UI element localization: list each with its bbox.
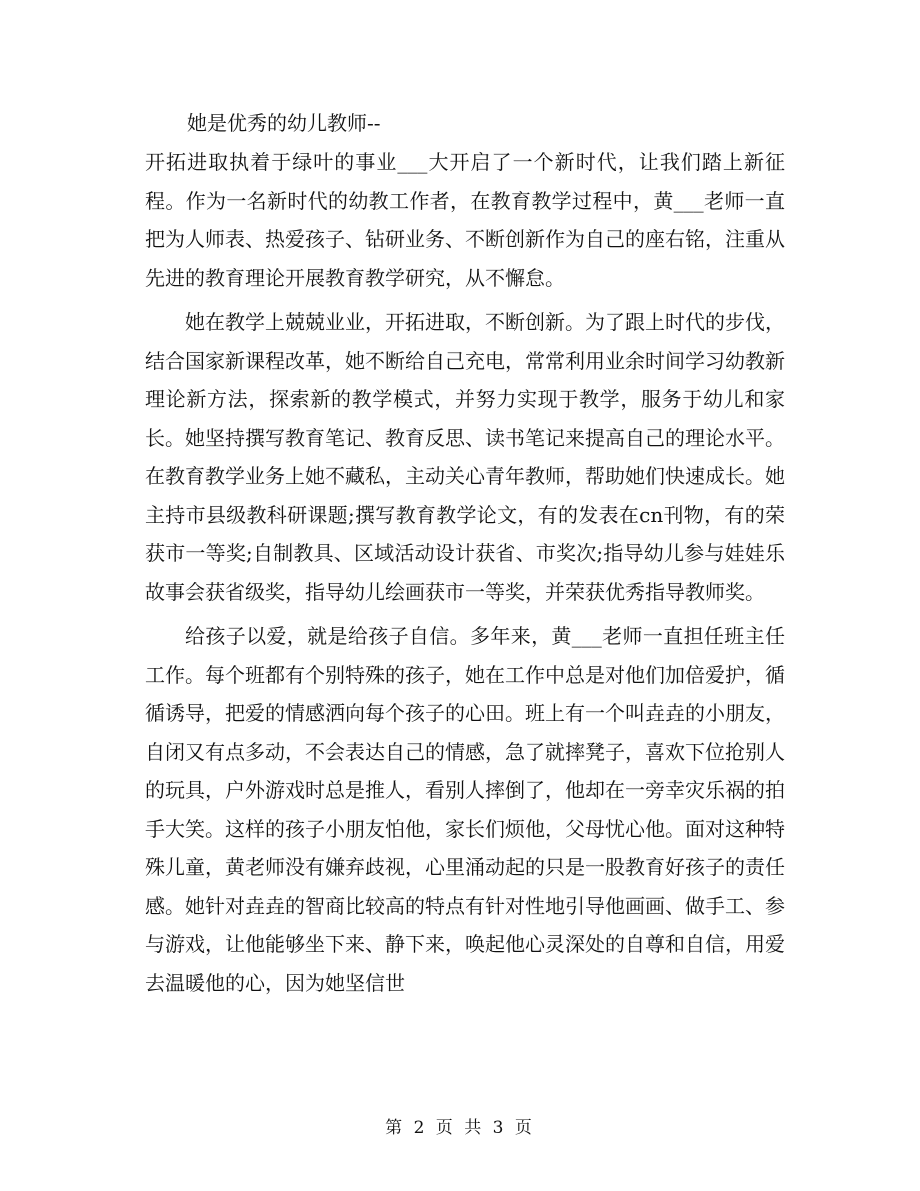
paragraph-3: 给孩子以爱，就是给孩子自信。多年来，黄___老师一直担任班主任工作。每个班都有个别特殊的孩子，她在工作中总是对他们加倍爱护，循循诱导，把爱的情感洒向每个孩子的心田。班上有一个叫垚垚的小朋友，自闭又有点多动，不会表达自己的情感，急了就摔凳子，喜欢下位抢别人的玩具，户外游戏时总是推人，看别人摔倒了，他却在一旁幸灾乐祸的拍手大笑。这样的孩子小朋友怕他，家长们烦他，父母忧心他。面对这种特殊儿童，黄老师没有嫌弃歧视，心里涌动起的只是一股教育好孩子的责任感。她针对垚垚的智商比较高的特点有针对性地引导他画画、做手工、参与游戏，让他能够坐下来、静下来，唤起他心灵深处的自尊和自信，用爱去温暖他的心，因为她坚信世 — [145, 624, 785, 995]
page-number-footer: 第 2 页 共 3 页 — [385, 1118, 535, 1138]
paragraph-2: 她在教学上兢兢业业，开拓进取，不断创新。为了跟上时代的步伐，结合国家新课程改革，她不断给自己充电，常常利用业余时间学习幼教新理论新方法，探索新的教学模式，并努力实现于教学，服务于幼儿和家长。她坚持撰写教育笔记、教育反思、读书笔记来提高自己的理论水平。在教育教学业务上她不藏私，主动关心青年教师，帮助她们快速成长。她主持市县级教科研课题;撰写教育教学论文，有的发表在cn刊物，有的荣获市一等奖;自制教具、区域活动设计获省、市奖次;指导幼儿参与娃娃乐故事会获省级奖，指导幼儿绘画获市一等奖，并荣获优秀指导教师奖。 — [145, 310, 785, 604]
paragraph-1: 开拓进取执着于绿叶的事业___大开启了一个新时代，让我们踏上新征程。作为一名新时代的幼教工作者，在教育教学过程中，黄___老师一直把为人师表、热爱孩子、钻研业务、不断创新作为自己的座右铭，注重从先进的教育理论开展教育教学研究，从不懈怠。 — [145, 150, 785, 290]
document-body — [145, 103, 785, 1008]
document-title: 她是优秀的幼儿教师-- — [187, 111, 381, 135]
